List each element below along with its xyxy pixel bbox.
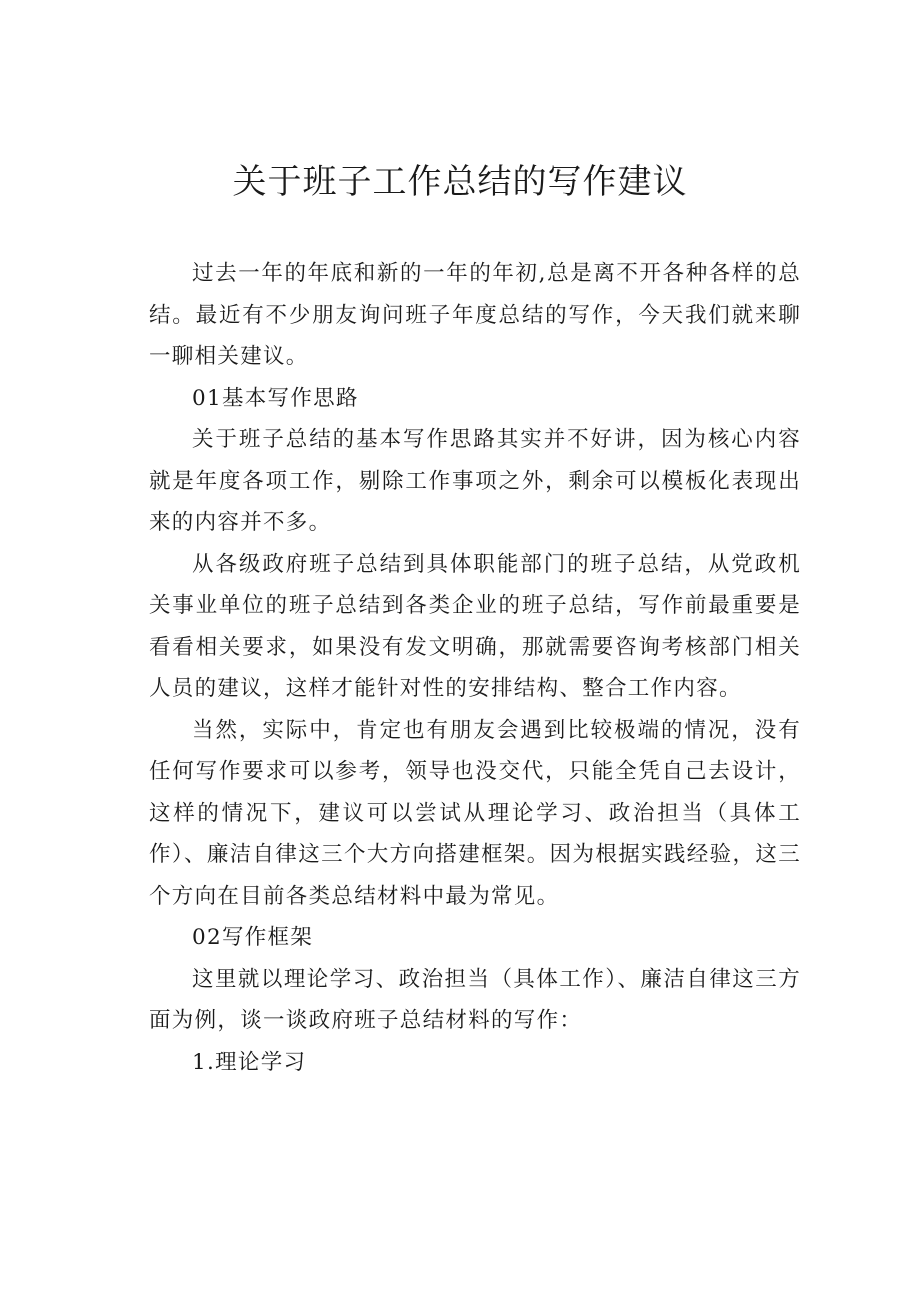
document-body — [149, 253, 801, 1083]
body-paragraph: 这里就以理论学习、政治担当（具体工作）、廉洁自律这三方面为例，谈一谈政府班子总结材料的写作： — [149, 966, 801, 1033]
body-paragraph: 关于班子总结的基本写作思路其实并不好讲，因为核心内容就是年度各项工作，剔除工作事项之外，剩余可以模板化表现出来的内容并不多。 — [149, 427, 801, 535]
section-heading-basic-approach: 01基本写作思路 — [192, 385, 359, 411]
body-paragraph: 当然，实际中，肯定也有朋友会遇到比较极端的情况，没有任何写作要求可以参考，领导也没交代，只能全凭自己去设计，这样的情况下，建议可以尝试从理论学习、政治担当（具体工作）、廉洁自律这三个大方向搭建框架。因为根据实践经验，这三个方向在目前各类总结材料中最为常见。 — [149, 717, 801, 909]
section-heading-framework: 02写作框架 — [192, 925, 314, 950]
body-paragraph: 从各级政府班子总结到具体职能部门的班子总结，从党政机关事业单位的班子总结到各类企业的班子总结，写作前最重要是看看相关要求，如果没有发文明确，那就需要咨询考核部门相关人员的建议，这样才能针对性的安排结构、整合工作内容。 — [149, 551, 801, 701]
document-title: 关于班子工作总结的写作建议 — [232, 162, 688, 202]
intro-paragraph: 过去一年的年底和新的一年的年初,总是离不开各种各样的总结。最近有不少朋友询问班子年度总结的写作，今天我们就来聊一聊相关建议。 — [149, 261, 801, 369]
subsection-heading-theory-study: 1.理论学习 — [192, 1049, 307, 1075]
